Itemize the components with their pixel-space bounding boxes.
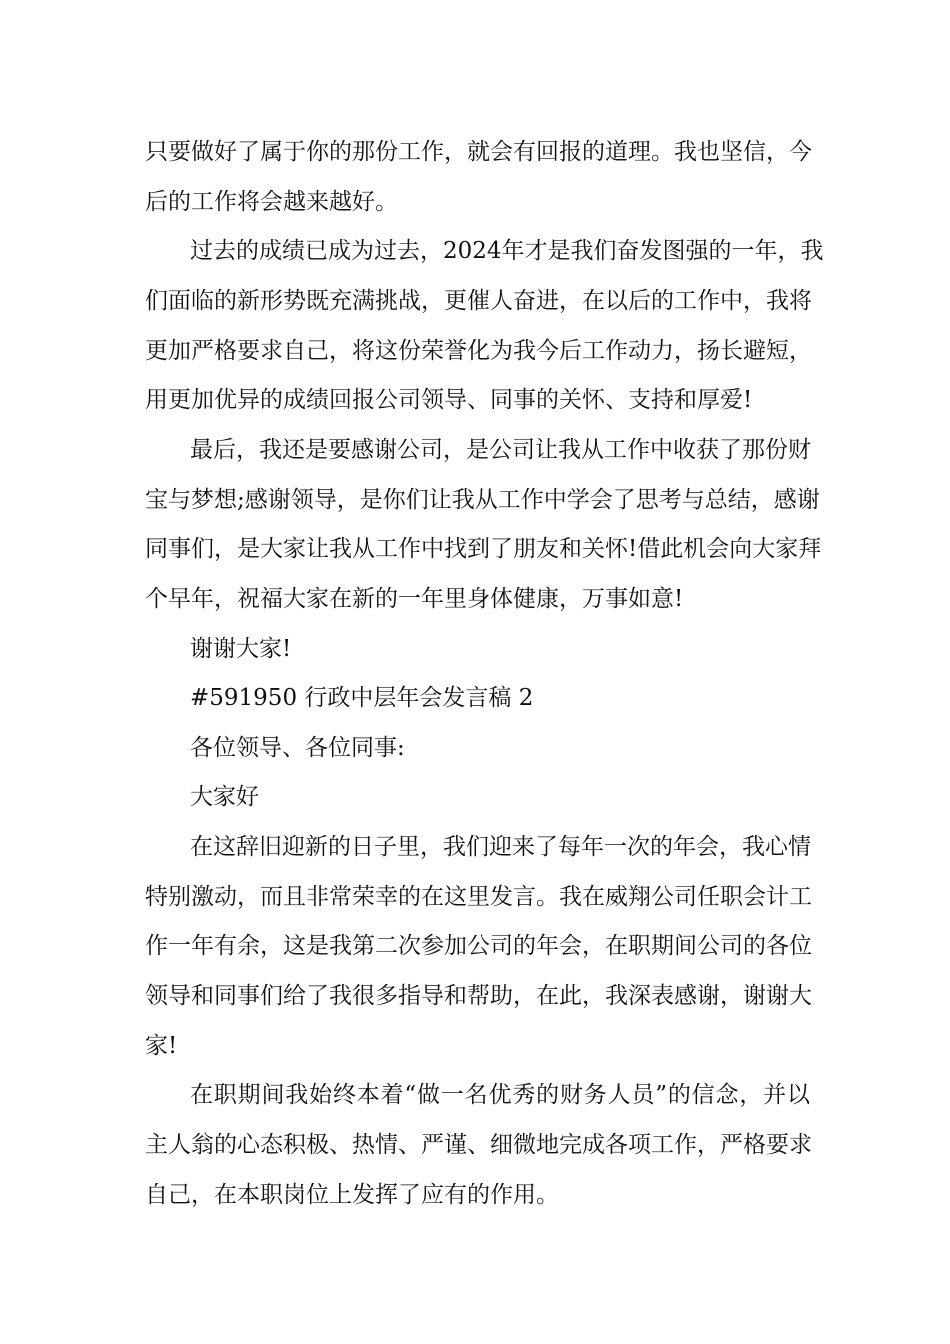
text-line-2: 后的工作将会越来越好。 — [145, 189, 398, 215]
text-line-4: 们面临的新形势既充满挑战，更催人奋进，在以后的工作中，我将 — [145, 288, 812, 314]
text-line-1: 只要做好了属于你的那份工作，就会有回报的道理。我也坚信，今 — [145, 139, 812, 165]
text-line-22: 自己，在本职岗位上发挥了应有的作用。 — [145, 1182, 559, 1208]
text-line-7: 最后，我还是要感谢公司，是公司让我从工作中收获了那份财 — [190, 437, 811, 463]
text-line-5: 更加严格要求自己，将这份荣誉化为我今后工作动力，扬长避短， — [145, 338, 812, 364]
text-line-9: 同事们，是大家让我从工作中找到了朋友和关怀!借此机会向大家拜 — [145, 536, 822, 562]
salutation: 各位领导、各位同事: — [190, 735, 405, 761]
text-line-8: 宝与梦想;感谢领导，是你们让我从工作中学会了思考与总结，感谢 — [145, 487, 820, 513]
text-line-11: 谢谢大家! — [190, 636, 292, 662]
text-line-17: 作一年有余，这是我第二次参加公司的年会，在职期间公司的各位 — [145, 933, 812, 959]
text-line-18: 领导和同事们给了我很多指导和帮助，在此，我深表感谢，谢谢大 — [145, 983, 812, 1009]
section-heading: #591950 行政中层年会发言稿 2 — [190, 685, 534, 711]
text-line-3: 过去的成绩已成为过去，2024年才是我们奋发图强的一年，我 — [190, 238, 824, 264]
text-line-16: 特别激动，而且非常荣幸的在这里发言。我在威翔公司任职会计工 — [145, 884, 812, 910]
text-line-20: 在职期间我始终本着“做一名优秀的财务人员”的信念，并以 — [190, 1082, 810, 1108]
text-line-6: 用更加优异的成绩回报公司领导、同事的关怀、支持和厚爱! — [145, 387, 753, 413]
text-line-10: 个早年，祝福大家在新的一年里身体健康，万事如意! — [145, 586, 684, 612]
text-line-15: 在这辞旧迎新的日子里，我们迎来了每年一次的年会，我心情 — [190, 834, 811, 860]
text-line-19: 家! — [145, 1033, 178, 1059]
greeting: 大家好 — [190, 784, 259, 810]
text-line-21: 主人翁的心态积极、热情、严谨、细微地完成各项工作，严格要求 — [145, 1132, 812, 1158]
